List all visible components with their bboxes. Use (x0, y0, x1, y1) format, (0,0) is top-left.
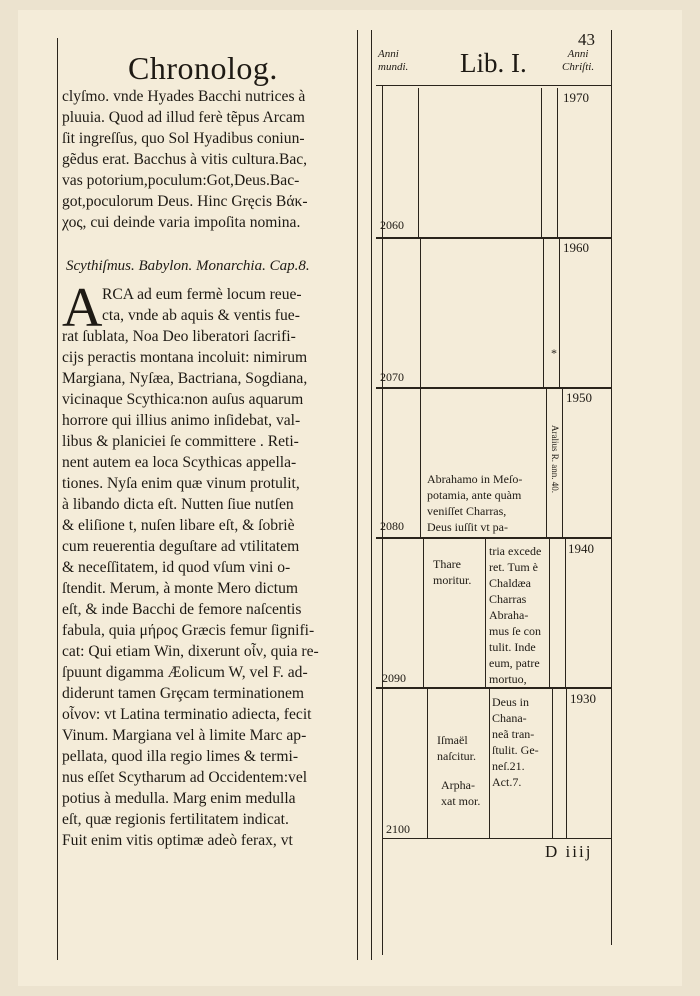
row-rule (376, 387, 611, 389)
year-mundi: 2080 (380, 519, 404, 533)
text-line: eſt, quæ regionis fertilitatem indicat. (62, 811, 289, 828)
text-line: vas potorium,poculum:Got,Deus.Bac- (62, 172, 300, 189)
text-line: cta, vnde ab aquis & ventis fue- (102, 307, 300, 324)
entry-arphaxat (441, 777, 480, 809)
year-mundi: 2100 (386, 822, 410, 836)
entry-line: eum, patre (489, 656, 540, 670)
col-rule (552, 689, 553, 838)
col-rule (546, 389, 547, 538)
text-line: nent autem ea loca Scythicas appella- (62, 454, 297, 471)
mark-asterisk: * (551, 346, 557, 360)
entry-line: Arpha- (441, 778, 475, 792)
text-line: à libando dicta eſt. Nutten ſiue nutſen (62, 496, 294, 513)
header-rule (376, 85, 611, 86)
entry-ismael (437, 732, 476, 764)
entry-deus (492, 694, 539, 790)
col-rule (489, 689, 490, 838)
text-line: & neceſſitatem, id quod vſum vini o- (62, 559, 291, 576)
year-christi: 1930 (570, 691, 596, 706)
entry-line: Thare (433, 557, 461, 571)
text-line: diderunt tamen Grȩcam terminationem (62, 685, 305, 702)
entry-line: tria excede (489, 544, 542, 558)
text-line: ſpuunt digamma Æolicum W, vel F. ad- (62, 664, 308, 681)
col-rule (565, 539, 566, 688)
text-line: horrore qui illius animo inſidebat, val- (62, 412, 301, 429)
year-christi: 1960 (563, 240, 589, 255)
gutter-rule-right (371, 30, 372, 960)
entry-line: potamia, ante quàm (427, 488, 522, 502)
text-line: cum reuerentia deguſtare ad vtilitatem (62, 538, 300, 555)
year-mundi: 2070 (380, 370, 404, 384)
col-rule (420, 389, 421, 538)
text-line: libus & planiciei ſe committere . Reti- (62, 433, 299, 450)
entry-line: xat mor. (441, 794, 481, 808)
text-line: ſtendit. Merum, à monte Mero dictum (62, 580, 299, 597)
text-line: RCA ad eum fermè locum reue- (102, 286, 302, 303)
body-text-top (62, 86, 352, 233)
entry-line: mus ſe con (489, 624, 541, 638)
heading-line: Anni (378, 48, 399, 60)
entry-line: moritur. (433, 573, 472, 587)
entry-line: mortuo, (489, 672, 527, 686)
text-line: cat: Qui etiam Win, dixerunt οἶν, quia re- (62, 643, 319, 660)
entry-line: veniſſet Charras, (427, 504, 507, 518)
text-line: cijs peractis montana incoluit: nimirum (62, 349, 308, 366)
entry-line: tulit. Inde (489, 640, 536, 654)
col-rule (420, 239, 421, 388)
text-line: nus eſſet Scytharum ad Occidentem:vel (62, 769, 308, 786)
entry-abraham (427, 471, 522, 535)
col-rule (418, 88, 419, 238)
text-line: gẽdus erat. Bacchus à vitis cultura.Bac, (62, 151, 308, 168)
text-line: οἶνον: vt Latina terminatio adiecta, fecit (62, 706, 312, 723)
anni-christi-heading (562, 48, 594, 74)
drop-capital: A (62, 277, 103, 339)
year-christi: 1940 (568, 541, 594, 556)
col-rule (549, 539, 550, 688)
signature-mark: D iiij (545, 842, 593, 861)
col-rule (559, 239, 560, 388)
year-mundi: 2060 (380, 218, 404, 232)
col-rule (566, 689, 567, 838)
gutter-rule-left (357, 30, 358, 960)
anni-mundi-heading (378, 48, 408, 74)
year-christi: 1970 (563, 90, 589, 105)
col-rule (485, 539, 486, 688)
text-line: Vinum. Margiana vel à limite Marc ap- (62, 727, 307, 744)
entry-line: ret. Tum è (489, 560, 539, 574)
heading-line: Anni (567, 48, 589, 60)
table-bottom-rule (382, 838, 611, 839)
entry-line: Abrahamo in Meſo- (427, 472, 523, 486)
col-rule (423, 539, 424, 688)
text-line: got,poculorum Deus. Hinc Gręcis Βάκ- (62, 193, 308, 210)
running-title: Chronolog. (128, 50, 278, 86)
heading-line: Chriſti. (562, 61, 595, 73)
entry-line: Chana- (492, 711, 527, 725)
text-line: ſit ingreſſus, quo Sol Hyadibus coniun- (62, 130, 305, 147)
entry-line: naſcitur. (437, 749, 476, 763)
text-line: Fuit enim vitis optimæ adeò ferax, vt (62, 832, 293, 849)
heading-line: mundi. (378, 61, 409, 73)
text-line: pellata, quod illa regio limes & termi- (62, 748, 299, 765)
year-christi: 1950 (566, 390, 592, 405)
text-line: tiones. Nyſa enim quæ vinum protulit, (62, 475, 300, 492)
text-line: clyſmo. vnde Hyades Bacchi nutrices à (62, 88, 306, 105)
entry-line: Iſmaël (437, 733, 468, 747)
entry-line: Abraha- (489, 608, 529, 622)
table-rule-right (611, 30, 612, 945)
entry-line: Act.7. (492, 775, 522, 789)
page-number: 43 (578, 30, 595, 49)
text-line: vicinaque Scythica:non auſus aquarum (62, 391, 304, 408)
chapter-heading: Scythiſmus. Babylon. Monarchia. Cap.8. (66, 258, 310, 274)
entry-thare (433, 556, 471, 588)
text-line: fabula, quia μήρος Græcis femur ſignifi- (62, 622, 315, 639)
entry-line: neſ.21. (492, 759, 525, 773)
col-rule (557, 88, 558, 238)
entry-line: neã tran- (492, 727, 535, 741)
left-margin-rule (57, 38, 58, 960)
rotated-marginal-note: Aralius R. ann. 40. (550, 425, 560, 493)
text-line: potius à medulla. Marg enim medulla (62, 790, 296, 807)
text-line: rat ſublata, Noa Deo liberatori ſacrifi- (62, 328, 296, 345)
text-line: & eliſione t, nuſen libare eſt, & ſobriè (62, 517, 295, 534)
row-rule (376, 537, 611, 539)
body-text-main (62, 277, 352, 851)
text-line: χος, cui deinde varia impoſita nomina. (62, 214, 301, 231)
entry-line: Charras (489, 592, 527, 606)
row-rule (376, 237, 611, 239)
row-rule (376, 687, 611, 689)
col-rule (541, 88, 542, 238)
text-line: pluuia. Quod ad illud ferè tẽpus Arcam (62, 109, 305, 126)
entry-line: Deus iuſſit vt pa- (427, 520, 508, 534)
col-rule (543, 239, 544, 388)
entry-line: Deus in (492, 695, 529, 709)
entry-line: ſtulit. Ge- (492, 743, 539, 757)
year-mundi: 2090 (382, 671, 406, 685)
entry-line: Chaldæa (489, 576, 531, 590)
entry-tria (489, 543, 541, 687)
col-rule (562, 389, 563, 538)
col-rule (427, 689, 428, 838)
text-line: Margiana, Nyſæa, Bactriana, Sogdiana, (62, 370, 308, 387)
text-line: eſt, & inde Bacchi de femore naſcentis (62, 601, 302, 618)
book-heading: Lib. I. (460, 48, 527, 78)
